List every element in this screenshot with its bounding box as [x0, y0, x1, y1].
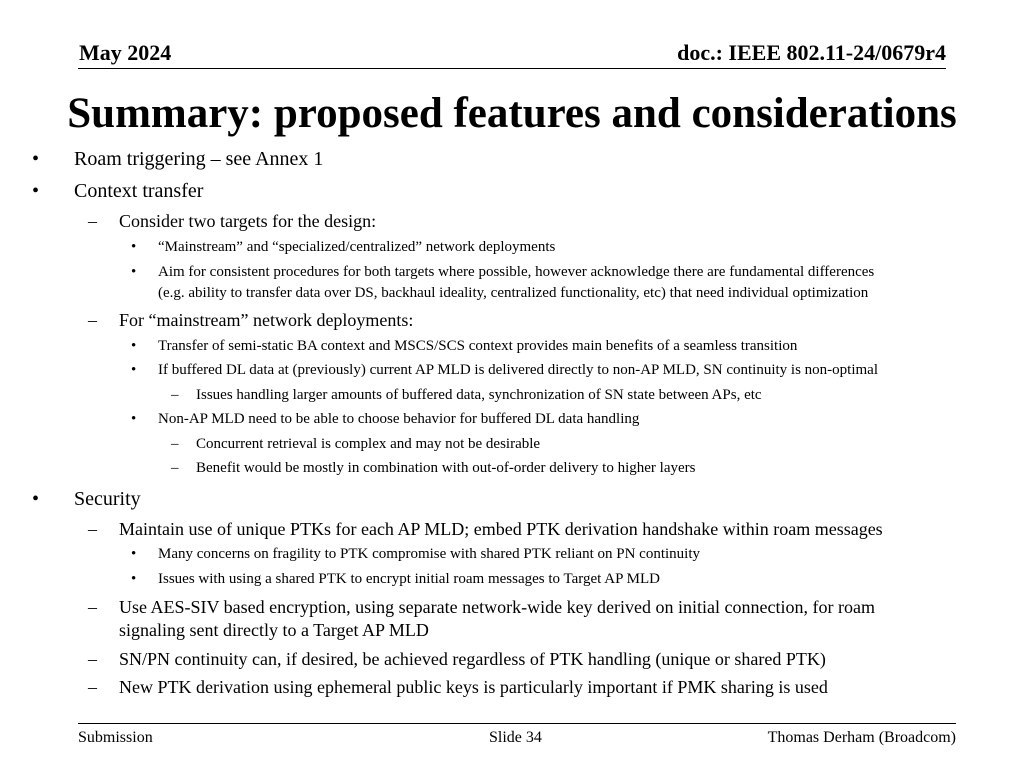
- dash-marker: –: [171, 436, 179, 452]
- bullet-roam-triggering: Roam triggering – see Annex 1: [74, 148, 324, 170]
- slide-title: Summary: proposed features and considerations: [67, 90, 957, 137]
- sub-new-ptk-derivation: New PTK derivation using ephemeral public keys is particularly important if PMK sharing is used: [119, 677, 828, 697]
- bullet-marker: •: [131, 264, 137, 280]
- item-ba-context: Transfer of semi-static BA context and MSCS/SCS context provides main benefits of a seamless transition: [158, 338, 798, 354]
- bullet-security: Security: [74, 488, 141, 510]
- bullet-context-transfer: Context transfer: [74, 180, 204, 202]
- footer-author: Thomas Derham (Broadcom): [767, 729, 956, 746]
- bullet-marker: •: [32, 180, 40, 202]
- bullet-marker: •: [32, 488, 40, 510]
- item-buffered-dl: If buffered DL data at (previously) current AP MLD is delivered directly to non-AP MLD, SN continuity is non-optimal: [158, 362, 878, 378]
- item-issues-buffered: Issues handling larger amounts of buffered data, synchronization of SN state between APs, etc: [196, 387, 762, 403]
- footer-submission: Submission: [78, 729, 153, 746]
- dash-marker: –: [88, 597, 97, 617]
- item-shared-ptk-roam: Issues with using a shared PTK to encrypt initial roam messages to Target AP MLD: [158, 571, 660, 587]
- bullet-marker: •: [32, 148, 40, 170]
- sub-aes-siv-cont: signaling sent directly to a Target AP MLD: [119, 620, 429, 640]
- item-mainstream-specialized: “Mainstream” and “specialized/centralized” network deployments: [158, 239, 556, 255]
- dash-marker: –: [88, 519, 97, 539]
- sub-aes-siv: Use AES-SIV based encryption, using separate network-wide key derived on initial connection, for roam: [119, 597, 875, 617]
- dash-marker: –: [88, 310, 97, 330]
- dash-marker: –: [171, 387, 179, 403]
- bullet-marker: •: [131, 362, 137, 378]
- item-consistent-procedures: Aim for consistent procedures for both targets where possible, however acknowledge there are fundamental differences: [158, 264, 875, 280]
- item-ptk-fragility: Many concerns on fragility to PTK compromise with shared PTK reliant on PN continuity: [158, 546, 700, 562]
- item-out-of-order: Benefit would be mostly in combination with out-of-order delivery to higher layers: [196, 460, 696, 476]
- footer-slide-number: Slide 34: [489, 729, 542, 746]
- footer-divider: [78, 723, 956, 724]
- item-concurrent-retrieval: Concurrent retrieval is complex and may not be desirable: [196, 436, 541, 452]
- bullet-marker: •: [131, 571, 137, 587]
- bullet-marker: •: [131, 411, 137, 427]
- dash-marker: –: [171, 460, 179, 476]
- header-doc-id: doc.: IEEE 802.11-24/0679r4: [677, 40, 946, 65]
- item-consistent-procedures-cont: (e.g. ability to transfer data over DS, backhaul ideality, centralized functionality, etc) that need individual optimization: [158, 285, 869, 301]
- sub-unique-ptks: Maintain use of unique PTKs for each AP MLD; embed PTK derivation handshake within roam messages: [119, 519, 883, 539]
- sub-consider-targets: Consider two targets for the design:: [119, 211, 377, 231]
- sub-sn-pn-continuity: SN/PN continuity can, if desired, be achieved regardless of PTK handling (unique or shared PTK): [119, 649, 826, 669]
- sub-mainstream-deployments: For “mainstream” network deployments:: [119, 310, 414, 330]
- bullet-marker: •: [131, 546, 137, 562]
- bullet-marker: •: [131, 239, 137, 255]
- dash-marker: –: [88, 211, 97, 231]
- dash-marker: –: [88, 677, 97, 697]
- header-date: May 2024: [79, 40, 172, 65]
- dash-marker: –: [88, 649, 97, 669]
- bullet-marker: •: [131, 338, 137, 354]
- item-non-ap-mld: Non-AP MLD need to be able to choose behavior for buffered DL data handling: [158, 411, 640, 427]
